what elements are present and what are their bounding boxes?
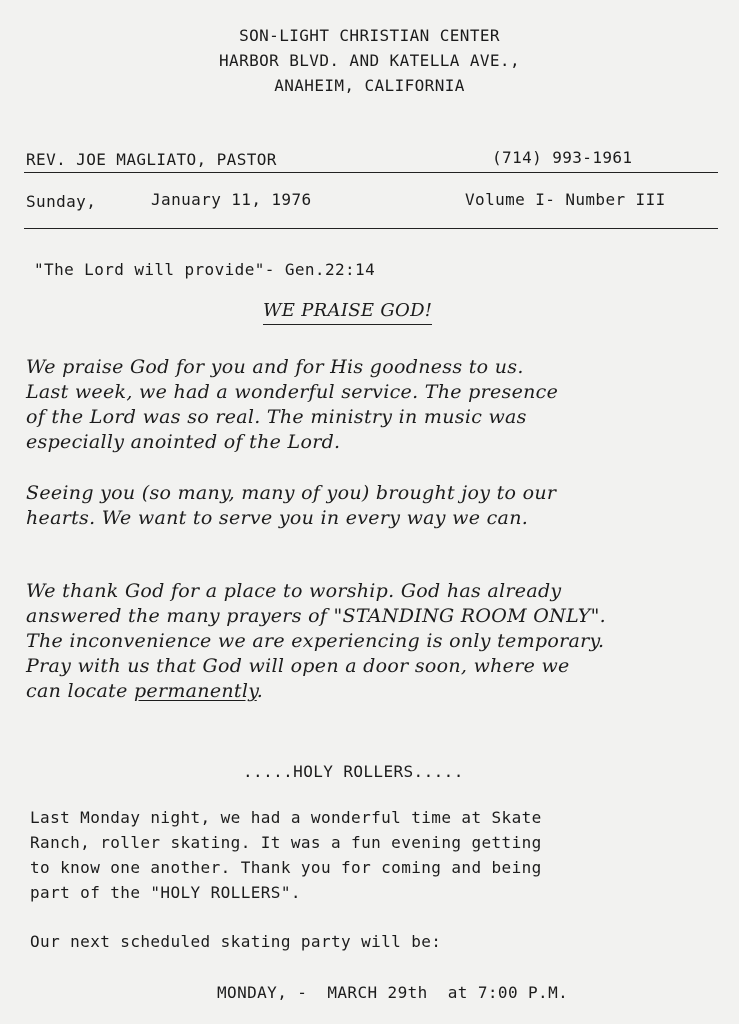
holy-rollers-line: to know one another. Thank you for coming and being xyxy=(30,858,542,877)
paragraph-3 xyxy=(26,579,732,704)
paragraph-2-line: hearts. We want to serve you in every way we can. xyxy=(26,507,529,529)
church-address: HARBOR BLVD. AND KATELLA AVE., xyxy=(219,51,520,70)
paragraph-3-last-suffix: . xyxy=(256,680,264,702)
permanently-underlined: permanently xyxy=(133,680,257,702)
holy-rollers-line: part of the "HOLY ROLLERS". xyxy=(30,883,301,902)
paragraph-2-line: Seeing you (so many, many of you) brought joy to our xyxy=(26,482,557,504)
paragraph-1-line: Last week, we had a wonderful service. The presence xyxy=(26,381,559,403)
holy-rollers-line: Last Monday night, we had a wonderful time at Skate xyxy=(30,808,542,827)
paragraph-3-line: We thank God for a place to worship. God has already xyxy=(26,580,562,602)
paragraph-3-line: The inconvenience we are experiencing is only temporary. xyxy=(26,630,605,652)
pastor-name: REV. JOE MAGLIATO, PASTOR xyxy=(26,150,277,169)
bulletin-date: January 11, 1976 xyxy=(151,190,312,209)
holy-rollers-paragraph xyxy=(30,805,710,905)
volume-number: Volume I- Number III xyxy=(465,190,666,209)
paragraph-3-line: Pray with us that God will open a door soon, where we xyxy=(26,655,570,677)
rule-bottom xyxy=(24,228,718,229)
paragraph-3-last-line xyxy=(26,679,732,704)
holy-rollers-line: Ranch, roller skating. It was a fun evening getting xyxy=(30,833,542,852)
paragraph-1 xyxy=(26,355,732,455)
paragraph-3-line: answered the many prayers of "STANDING ROOM ONLY". xyxy=(26,605,606,627)
paragraph-3-last-prefix: can locate xyxy=(26,680,134,702)
paragraph-1-line: We praise God for you and for His goodness to us. xyxy=(26,356,524,378)
next-party-text: Our next scheduled skating party will be: xyxy=(30,932,442,951)
event-datetime: MONDAY, - MARCH 29th at 7:00 P.M. xyxy=(217,983,569,1002)
paragraph-1-line: of the Lord was so real. The ministry in music was xyxy=(26,406,527,428)
paragraph-1-line: especially anointed of the Lord. xyxy=(26,431,341,453)
phone-number: (714) 993-1961 xyxy=(492,148,633,167)
scripture-verse: "The Lord will provide"- Gen.22:14 xyxy=(34,260,376,279)
paragraph-2 xyxy=(26,481,732,531)
church-city: ANAHEIM, CALIFORNIA xyxy=(274,76,465,95)
holy-rollers-heading: .....HOLY ROLLERS..... xyxy=(243,762,464,781)
church-name: SON-LIGHT CHRISTIAN CENTER xyxy=(239,26,500,45)
praise-heading xyxy=(263,300,432,321)
praise-heading-text: WE PRAISE GOD! xyxy=(263,300,432,325)
rule-top xyxy=(24,172,718,173)
bulletin-day: Sunday, xyxy=(26,192,97,211)
